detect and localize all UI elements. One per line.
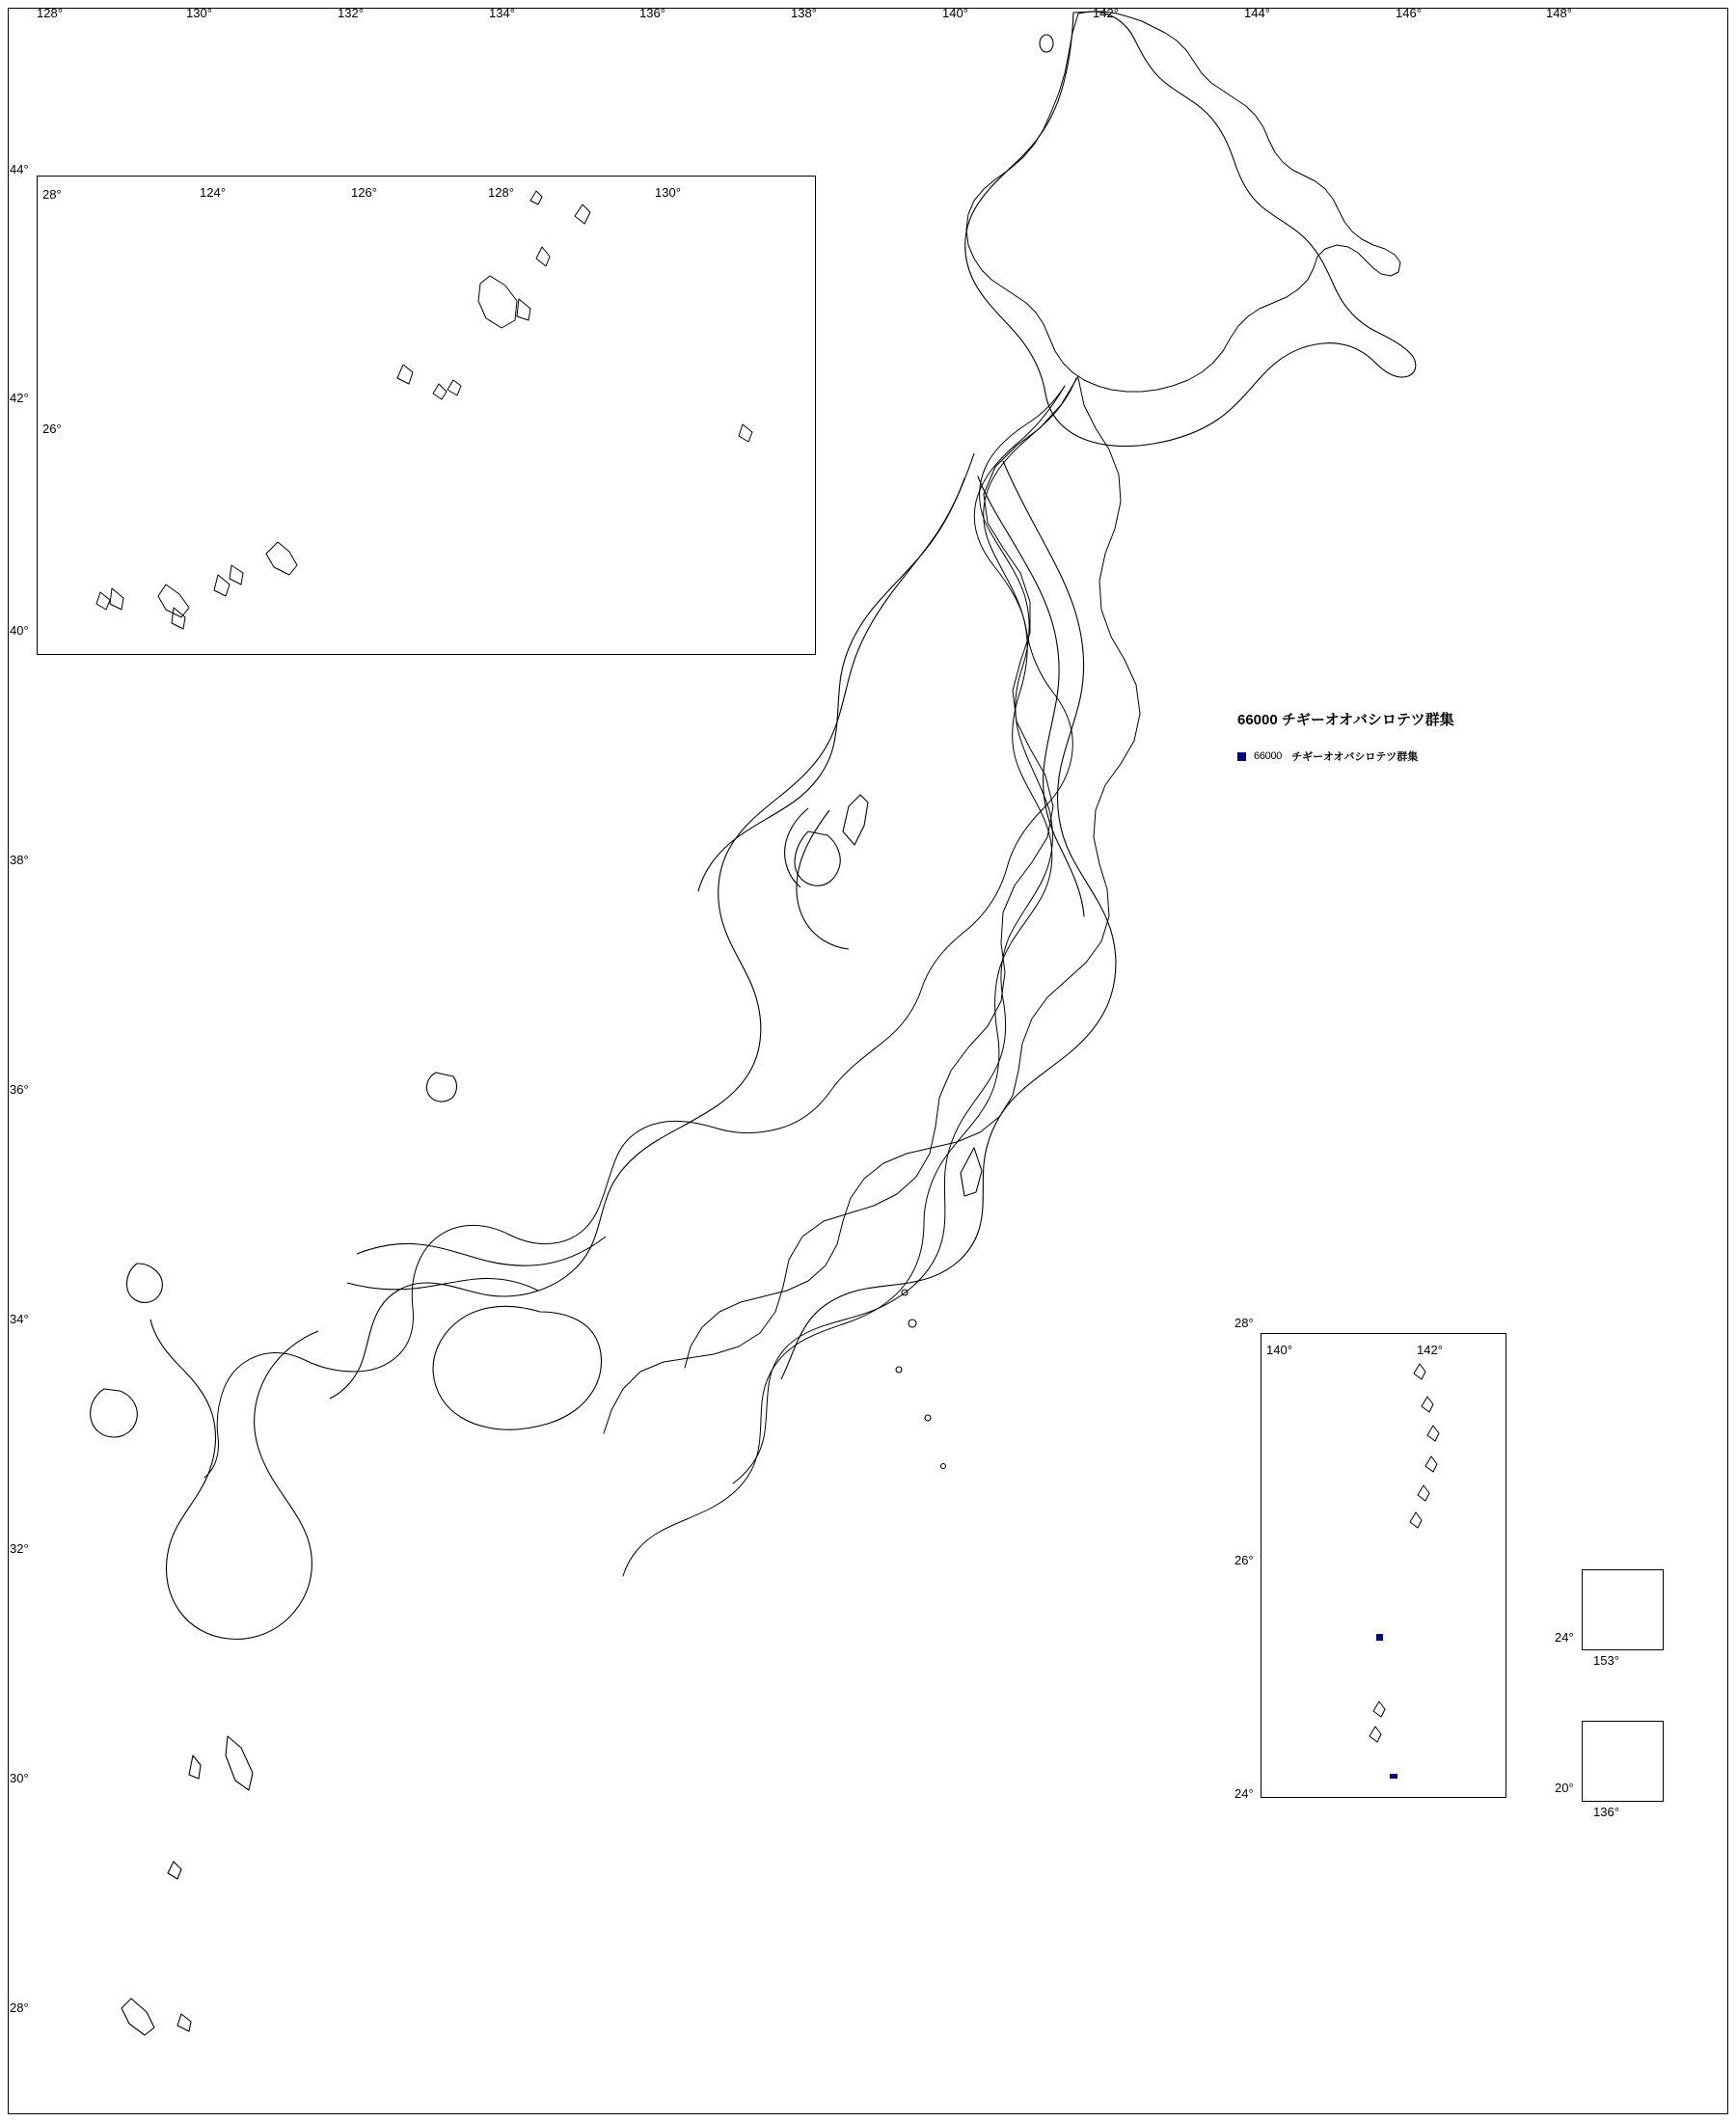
axis-tick-left-40: 40°: [10, 623, 29, 638]
ogasawara-islands-inset: [1261, 1333, 1506, 1798]
minamitorishima-inset: [1582, 1569, 1664, 1650]
axis-tick-left-36: 36°: [10, 1082, 29, 1097]
legend-entry: [1237, 748, 1454, 764]
axis-tick-top-136: 136°: [639, 6, 665, 20]
nansei-inset-tick-top-126: 126°: [351, 185, 377, 200]
axis-tick-top-142: 142°: [1093, 6, 1119, 20]
axis-tick-left-38: 38°: [10, 853, 29, 867]
nansei-inset-tick-top-130: 130°: [655, 185, 681, 200]
axis-tick-left-28: 28°: [10, 2000, 29, 2015]
axis-tick-top-144: 144°: [1244, 6, 1270, 20]
axis-tick-top-132: 132°: [338, 6, 364, 20]
minamitorishima-inset-tick-left-24: 24°: [1555, 1630, 1574, 1645]
nansei-inset-tick-left-28: 28°: [42, 187, 62, 202]
ogasawara-inset-tick-left-24: 24°: [1234, 1786, 1254, 1801]
nansei-inset-tick-top-128: 128°: [488, 185, 514, 200]
nansei-inset-tick-top-124: 124°: [200, 185, 226, 200]
axis-tick-top-134: 134°: [489, 6, 515, 20]
ogasawara-inset-tick-top-142: 142°: [1417, 1343, 1443, 1357]
nansei-islands-inset: [37, 176, 816, 655]
axis-tick-left-42: 42°: [10, 391, 29, 405]
legend-swatch-icon: [1237, 752, 1246, 761]
legend-title: 66000 チギーオオバシロテツ群集: [1237, 712, 1454, 728]
legend-entry-label: チギーオオバシロテツ群集: [1291, 751, 1419, 763]
okinotorishima-inset: [1582, 1721, 1664, 1802]
okinotorishima-inset-label-136: 136°: [1593, 1805, 1619, 1819]
legend: [1237, 709, 1454, 764]
axis-tick-top-146: 146°: [1396, 6, 1422, 20]
axis-tick-left-44: 44°: [10, 162, 29, 177]
axis-tick-left-32: 32°: [10, 1541, 29, 1556]
okinotorishima-inset-tick-left-20: 20°: [1555, 1781, 1574, 1795]
occurrence-point: [1376, 1634, 1383, 1641]
ogasawara-inset-tick-left-28: 28°: [1234, 1316, 1254, 1330]
ogasawara-inset-tick-top-140: 140°: [1266, 1343, 1292, 1357]
minamitorishima-inset-label-153: 153°: [1593, 1653, 1619, 1668]
occurrence-point: [1390, 1774, 1397, 1779]
axis-tick-top-130: 130°: [186, 6, 212, 20]
axis-tick-top-148: 148°: [1546, 6, 1572, 20]
axis-tick-left-34: 34°: [10, 1312, 29, 1326]
axis-tick-left-30: 30°: [10, 1771, 29, 1785]
axis-tick-top-138: 138°: [791, 6, 817, 20]
legend-entry-code: 66000: [1254, 750, 1283, 762]
axis-tick-top-128: 128°: [37, 6, 63, 20]
nansei-inset-tick-left-26: 26°: [42, 422, 62, 436]
axis-tick-top-140: 140°: [942, 6, 968, 20]
ogasawara-inset-tick-left-26: 26°: [1234, 1553, 1254, 1567]
